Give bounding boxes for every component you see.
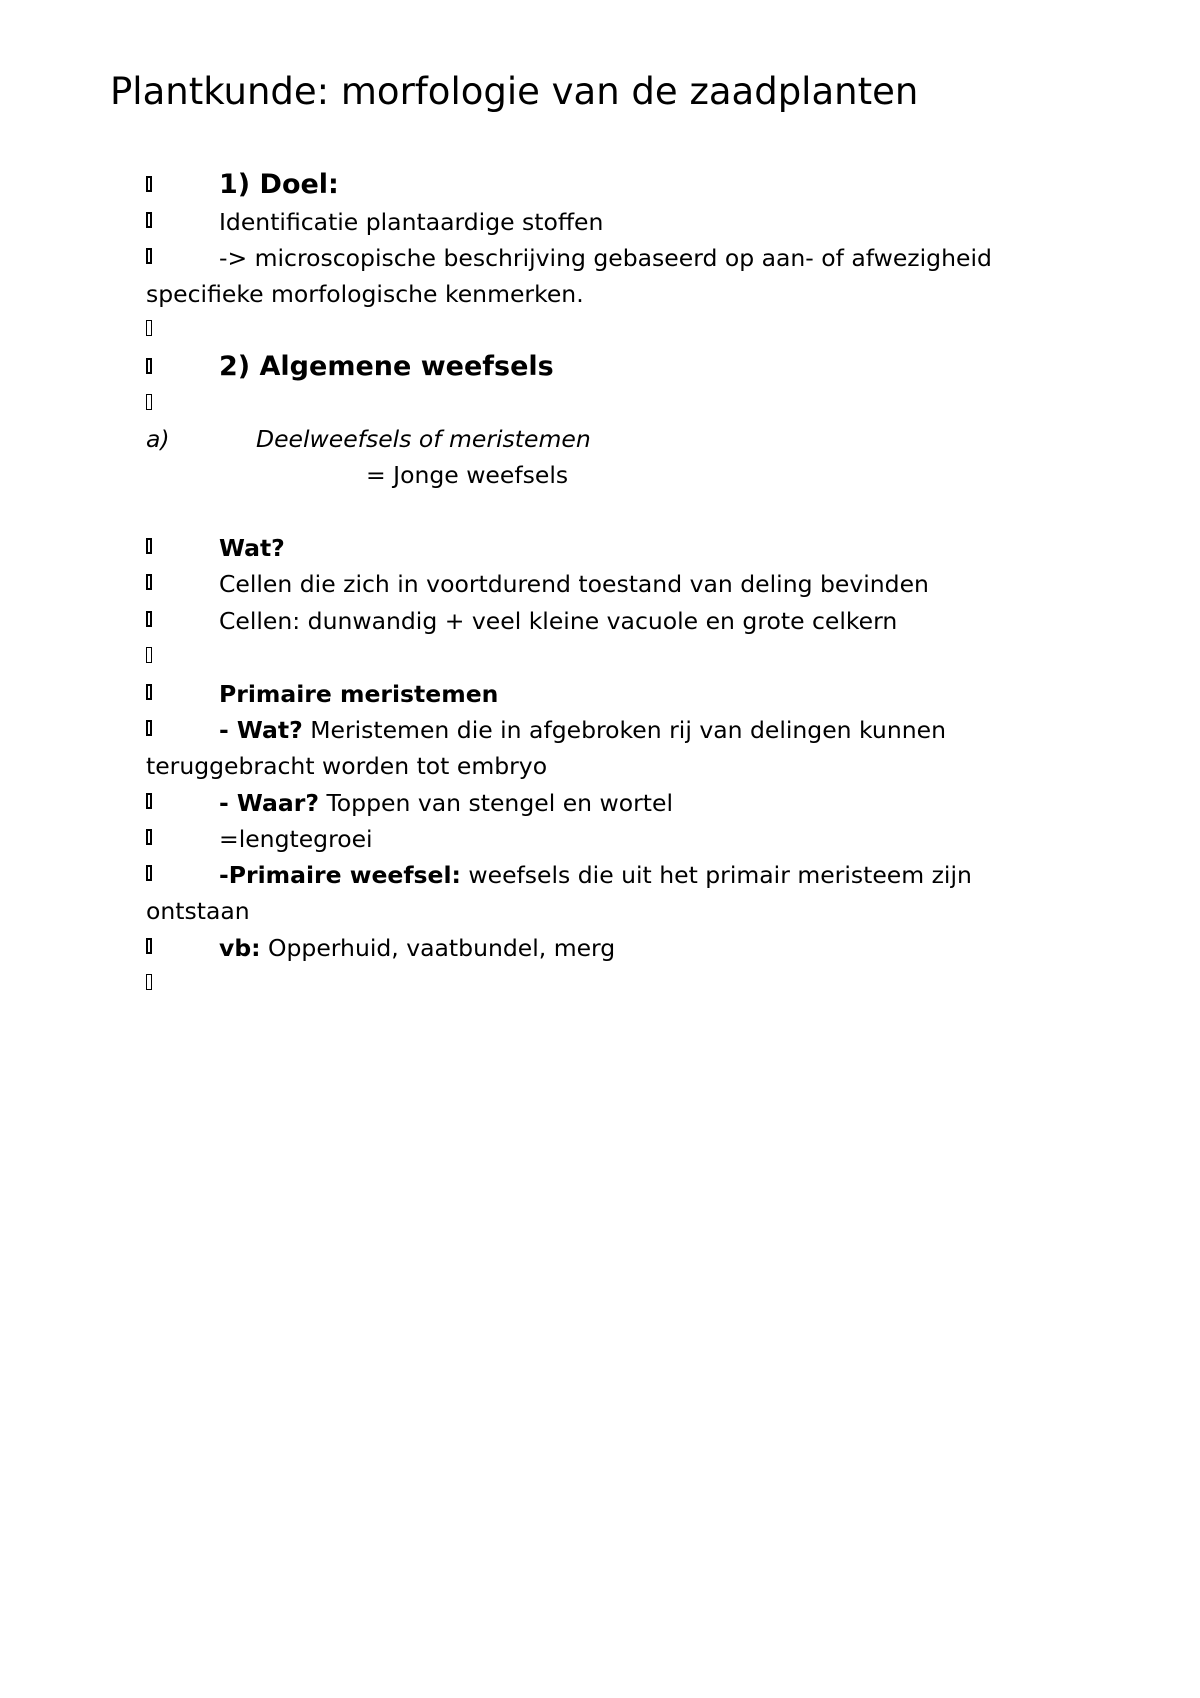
bullet-icon — [146, 212, 152, 228]
pm-wat-label: - Wat? — [219, 716, 303, 744]
wat-label: Wat? — [219, 534, 285, 562]
sub-a-definition: = Jonge weefsels — [366, 461, 569, 489]
bullet-icon — [146, 574, 152, 590]
bullet-icon — [146, 320, 152, 336]
bullet-icon — [146, 176, 152, 192]
bullet-icon — [146, 684, 152, 700]
pm-lengtegroei: =lengtegroei — [219, 825, 373, 853]
pm-waar-text: Toppen van stengel en wortel — [318, 789, 673, 817]
doel-line-2: -> microscopische beschrijving gebaseerd op aan- of afwezigheid — [219, 244, 992, 272]
sub-a-title: Deelweefsels of meristemen — [256, 425, 591, 453]
bullet-icon — [146, 720, 152, 736]
sub-a-label: a) — [146, 425, 170, 453]
section-heading-doel: 1) Doel: — [219, 169, 339, 200]
doel-line-1: Identificatie plantaardige stoffen — [219, 208, 604, 236]
page-title: Plantkunde: morfologie van de zaadplanten — [110, 70, 919, 113]
bullet-icon — [146, 611, 152, 627]
wat-line-2: Cellen: dunwandig + veel kleine vacuole en grote celkern — [219, 607, 898, 635]
vb-label: vb: — [219, 934, 261, 962]
bullet-icon — [146, 793, 152, 809]
section-heading-algemene-weefsels: 2) Algemene weefsels — [219, 351, 554, 382]
bullet-icon — [146, 865, 152, 881]
wat-line-1: Cellen die zich in voortdurend toestand van deling bevinden — [219, 570, 929, 598]
pm-waar-label: - Waar? — [219, 789, 319, 817]
bullet-icon — [146, 829, 152, 845]
pm-weefsel-continuation: ontstaan — [146, 897, 250, 925]
bullet-icon — [146, 647, 152, 663]
vb-text: Opperhuid, vaatbundel, merg — [260, 934, 616, 962]
bullet-icon — [146, 938, 152, 954]
doel-line-2-continuation: specifieke morfologische kenmerken. — [146, 280, 584, 308]
pm-weefsel-text: weefsels die uit het primair meristeem zijn — [460, 861, 972, 889]
bullet-icon — [146, 394, 152, 410]
bullet-icon — [146, 538, 152, 554]
primaire-meristemen-heading: Primaire meristemen — [219, 680, 499, 708]
bullet-icon — [146, 974, 152, 990]
bullet-icon — [146, 358, 152, 374]
pm-wat-continuation: teruggebracht worden tot embryo — [146, 752, 548, 780]
pm-weefsel-label: -Primaire weefsel: — [219, 861, 461, 889]
bullet-icon — [146, 248, 152, 264]
pm-wat-text: Meristemen die in afgebroken rij van delingen kunnen — [302, 716, 946, 744]
